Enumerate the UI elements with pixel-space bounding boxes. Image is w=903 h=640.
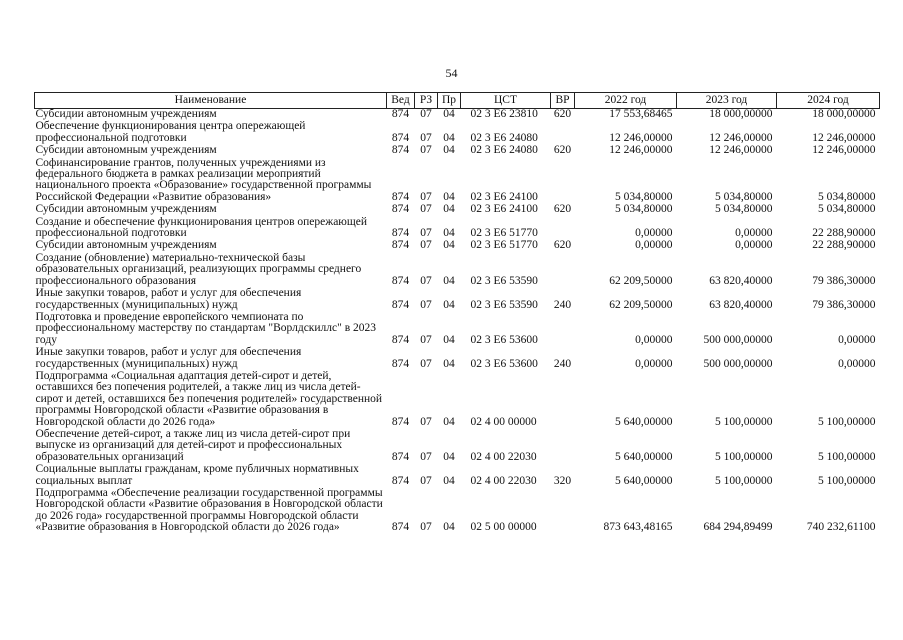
row-pr: 04 xyxy=(443,521,455,534)
row-2023: 0,00000 xyxy=(735,239,773,252)
row-rz: 07 xyxy=(420,227,432,240)
row-2022: 5 640,00000 xyxy=(615,415,673,428)
row-name: Создание и обеспечение функционирования центров опережающей профессиональной подготовки xyxy=(35,215,368,240)
row-name: Создание (обновление) материально-технической базы образовательных организаций, реализующих программы среднего профессионального образования xyxy=(35,251,362,287)
header-2024: 2024 год xyxy=(777,93,880,109)
row-name: Субсидии автономным учреждениям xyxy=(35,144,217,157)
row-cst: 02 3 Е6 23810 xyxy=(470,108,538,120)
row-pr: 04 xyxy=(443,227,455,240)
row-cst: 02 3 Е6 51770 xyxy=(470,227,538,240)
row-vr xyxy=(551,121,575,145)
row-pr: 04 xyxy=(443,190,455,203)
row-pr: 04 xyxy=(443,333,455,346)
header-name: Наименование xyxy=(35,93,387,109)
row-pr: 04 xyxy=(443,415,455,428)
row-pr: 04 xyxy=(443,203,455,216)
row-ved: 874 xyxy=(391,357,410,370)
row-2023: 63 820,40000 xyxy=(709,274,773,287)
row-ved: 874 xyxy=(391,239,410,252)
row-2023: 500 000,00000 xyxy=(703,357,773,370)
row-rz: 07 xyxy=(420,450,432,463)
row-rz: 07 xyxy=(420,274,432,287)
row-rz: 07 xyxy=(420,298,432,311)
row-rz: 07 xyxy=(420,203,432,216)
row-2024: 5 100,00000 xyxy=(818,415,876,428)
row-2023: 5 034,80000 xyxy=(715,190,773,203)
row-cst: 02 3 Е6 24100 xyxy=(470,190,538,203)
row-pr: 04 xyxy=(443,357,455,370)
row-2024: 12 246,00000 xyxy=(812,144,876,157)
row-name: Софинансирование грантов, полученных учреждениями из федерального бюджета в рамках реализации мероприятий национального проекта «Образование» государственной программы Российской Федерации «Развитие образования» xyxy=(35,156,372,203)
row-rz: 07 xyxy=(420,144,432,157)
row-ved: 874 xyxy=(391,144,410,157)
row-2022: 0,00000 xyxy=(635,357,673,370)
row-vr xyxy=(551,158,575,205)
row-cst: 02 3 Е6 53590 xyxy=(470,298,538,311)
row-cst: 02 3 Е6 24080 xyxy=(470,144,538,157)
row-ved: 874 xyxy=(391,190,410,203)
row-rz: 07 xyxy=(420,357,432,370)
row-2022: 5 640,00000 xyxy=(615,450,673,463)
row-vr xyxy=(551,312,575,347)
row-2023: 5 100,00000 xyxy=(715,474,773,487)
budget-table xyxy=(34,92,880,535)
row-2024: 18 000,00000 xyxy=(812,108,876,120)
row-2024: 5 034,80000 xyxy=(818,203,876,216)
table-row xyxy=(35,121,880,145)
row-2024: 0,00000 xyxy=(838,333,876,346)
row-2022: 62 209,50000 xyxy=(609,274,673,287)
row-pr: 04 xyxy=(443,274,455,287)
row-vr: 240 xyxy=(553,357,572,370)
row-vr: 240 xyxy=(553,298,572,311)
row-2023: 63 820,40000 xyxy=(709,298,773,311)
header-2023: 2023 год xyxy=(677,93,777,109)
row-name: Подпрограмма «Социальная адаптация детей-сирот и детей, оставшихся без попечения родителей, а также лиц из числа детей-сирот и детей, оставшихся без попечения родителей» государственной программы Новгородской области «Развитие образования в Новгородской области до 2026 года» xyxy=(35,369,383,428)
row-pr: 04 xyxy=(443,144,455,157)
header-vr: ВР xyxy=(551,93,575,109)
table-row xyxy=(35,158,880,205)
row-ved: 874 xyxy=(391,274,410,287)
row-name: Обеспечение функционирования центра опережающей профессиональной подготовки xyxy=(35,120,306,144)
row-name: Подготовка и проведение европейского чемпионата по профессиональному мастерству по стандартам "Ворлдскиллс" в 2023 году xyxy=(35,310,377,346)
row-cst: 02 3 Е6 53600 xyxy=(470,357,538,370)
header-pr: Пр xyxy=(438,93,461,109)
row-2024: 5 100,00000 xyxy=(818,450,876,463)
row-pr: 04 xyxy=(443,298,455,311)
row-name: Социальные выплаты гражданам, кроме публичных нормативных социальных выплат xyxy=(35,463,359,487)
row-ved: 874 xyxy=(391,298,410,311)
row-name: Подпрограмма «Обеспечение реализации государственной программы Новгородской области «Развитие образования в Новгородской области до 2026 года» государственной программы Новгородской области «Развитие образования в Новгородской области до 2026 года» xyxy=(35,487,383,534)
row-vr: 620 xyxy=(553,108,572,120)
header-cst: ЦСТ xyxy=(461,93,551,109)
table-row xyxy=(35,464,880,488)
table-row xyxy=(35,240,880,252)
row-pr: 04 xyxy=(443,108,455,120)
row-2023: 684 294,89499 xyxy=(703,521,773,534)
row-vr xyxy=(551,217,575,241)
table-row xyxy=(35,217,880,241)
row-vr: 620 xyxy=(553,239,572,252)
row-rz: 07 xyxy=(420,190,432,203)
row-ved: 874 xyxy=(391,333,410,346)
table-row xyxy=(35,145,880,157)
row-name: Иные закупки товаров, работ и услуг для обеспечения государственных (муниципальных) нужд xyxy=(35,346,302,370)
header-2022: 2022 год xyxy=(575,93,677,109)
row-ved: 874 xyxy=(391,203,410,216)
row-cst: 02 3 Е6 51770 xyxy=(470,239,538,252)
row-2022: 5 034,80000 xyxy=(615,190,673,203)
row-2023: 5 100,00000 xyxy=(715,450,773,463)
row-rz: 07 xyxy=(420,415,432,428)
table-header xyxy=(35,93,880,109)
row-name: Субсидии автономным учреждениям xyxy=(35,203,217,216)
table-row xyxy=(35,371,880,429)
row-cst: 02 4 00 22030 xyxy=(470,474,537,487)
row-vr: 620 xyxy=(553,144,572,157)
row-rz: 07 xyxy=(420,108,432,120)
row-vr xyxy=(551,371,575,429)
row-name: Иные закупки товаров, работ и услуг для обеспечения государственных (муниципальных) нужд xyxy=(35,287,302,311)
row-cst: 02 3 Е6 53600 xyxy=(470,333,538,346)
row-cst: 02 3 Е6 53590 xyxy=(470,274,538,287)
row-rz: 07 xyxy=(420,521,432,534)
row-2024: 740 232,61100 xyxy=(806,521,876,534)
row-cst: 02 3 Е6 24080 xyxy=(470,131,538,144)
table-row xyxy=(35,429,880,464)
row-2022: 0,00000 xyxy=(635,333,673,346)
row-ved: 874 xyxy=(391,474,410,487)
row-2023: 0,00000 xyxy=(735,227,773,240)
table-row xyxy=(35,312,880,347)
row-2024: 5 034,80000 xyxy=(818,190,876,203)
row-2022: 0,00000 xyxy=(635,227,673,240)
page-number: 54 xyxy=(445,66,458,80)
row-rz: 07 xyxy=(420,333,432,346)
row-2023: 5 100,00000 xyxy=(715,415,773,428)
row-vr xyxy=(551,488,575,535)
row-2022: 12 246,00000 xyxy=(609,131,673,144)
row-2022: 62 209,50000 xyxy=(609,298,673,311)
row-rz: 07 xyxy=(420,474,432,487)
row-2024: 79 386,30000 xyxy=(812,298,876,311)
row-2023: 12 246,00000 xyxy=(709,131,773,144)
row-pr: 04 xyxy=(443,131,455,144)
row-ved: 874 xyxy=(391,131,410,144)
row-ved: 874 xyxy=(391,227,410,240)
row-cst: 02 5 00 00000 xyxy=(470,521,537,534)
row-vr: 620 xyxy=(553,203,572,216)
header-rz: РЗ xyxy=(415,93,438,109)
row-2022: 17 553,68465 xyxy=(609,108,673,120)
row-2022: 873 643,48165 xyxy=(603,521,673,534)
row-2023: 12 246,00000 xyxy=(709,144,773,157)
row-ved: 874 xyxy=(391,108,410,120)
row-pr: 04 xyxy=(443,474,455,487)
row-2022: 12 246,00000 xyxy=(609,144,673,157)
table-body xyxy=(35,109,880,535)
table-row xyxy=(35,347,880,371)
row-2022: 0,00000 xyxy=(635,239,673,252)
row-name: Субсидии автономным учреждениям xyxy=(35,239,217,252)
row-2024: 12 246,00000 xyxy=(812,131,876,144)
table-row xyxy=(35,288,880,312)
row-2024: 79 386,30000 xyxy=(812,274,876,287)
row-cst: 02 4 00 22030 xyxy=(470,450,537,463)
row-2022: 5 034,80000 xyxy=(615,203,673,216)
row-pr: 04 xyxy=(443,239,455,252)
row-cst: 02 3 Е6 24100 xyxy=(470,203,538,216)
row-vr: 320 xyxy=(553,474,572,487)
table-row xyxy=(35,204,880,216)
row-2024: 22 288,90000 xyxy=(812,227,876,240)
row-2024: 5 100,00000 xyxy=(818,474,876,487)
row-2023: 5 034,80000 xyxy=(715,203,773,216)
header-ved: Вед xyxy=(387,93,415,109)
row-cst: 02 4 00 00000 xyxy=(470,415,537,428)
row-rz: 07 xyxy=(420,131,432,144)
row-2024: 22 288,90000 xyxy=(812,239,876,252)
table-row xyxy=(35,488,880,535)
row-rz: 07 xyxy=(420,239,432,252)
row-2023: 18 000,00000 xyxy=(709,108,773,120)
row-ved: 874 xyxy=(391,521,410,534)
row-vr xyxy=(551,429,575,464)
row-name: Обеспечение детей-сирот, а также лиц из числа детей-сирот при выпуске из организаций для детей-сирот и профессиональных образовательных организаций xyxy=(35,427,351,463)
row-ved: 874 xyxy=(391,450,410,463)
row-name: Субсидии автономным учреждениям xyxy=(35,108,217,120)
row-2024: 0,00000 xyxy=(838,357,876,370)
row-2022: 5 640,00000 xyxy=(615,474,673,487)
row-ved: 874 xyxy=(391,415,410,428)
table-row xyxy=(35,253,880,288)
row-vr xyxy=(551,253,575,288)
row-pr: 04 xyxy=(443,450,455,463)
row-2023: 500 000,00000 xyxy=(703,333,773,346)
